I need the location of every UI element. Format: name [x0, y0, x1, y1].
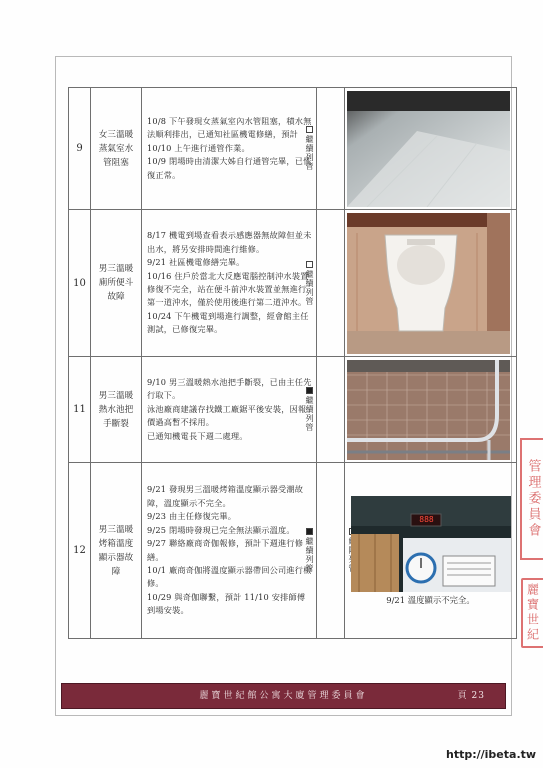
description-line: 已通知機電長下週二處理。: [147, 430, 248, 441]
footer-title: 麗寶世紀館公寓大廈管理委員會: [199, 691, 368, 701]
table-row: [69, 463, 517, 639]
sauna-temperature-display-photo: [351, 496, 511, 592]
continued-label: 繼續列管: [305, 396, 314, 432]
item-text: 男三溫暖廁所便斗故障: [98, 264, 134, 302]
footer-bar: [61, 683, 506, 709]
continued-label: 繼續列管: [305, 135, 314, 171]
item-text: 男三溫暖烤箱溫度顯示器故障: [98, 524, 134, 577]
table-row: [69, 357, 517, 463]
status-cell: [305, 88, 345, 210]
continued-label: 繼續列管: [305, 537, 314, 573]
description-line: 10/29 與奇伽聯繫，預計 11/10 安排師傅到場安裝。: [147, 591, 306, 616]
description-line: 10/24 下午機電到場進行調整，經會館主任測試，已修復完畢。: [147, 310, 309, 335]
description-line: 9/21 社區機電修繕完畢。: [147, 257, 245, 268]
steam-room-photo: [347, 91, 514, 207]
item-name: [91, 463, 142, 639]
continued-checkbox[interactable]: [306, 528, 313, 535]
description-line: 泳池廠商建議存找鐵工廠鋸平後安裝，因報價過高暫不採用。: [147, 403, 307, 428]
row-number: 10: [69, 210, 91, 357]
description-line: 9/25 閉場時發現已完全無法顯示溫度。: [147, 524, 295, 535]
description-line: 10/8 下午發現女蒸氣室內水管阻塞，積水無法順利排出，已通知社區機電修繕，預計 10/10 上午進行通管作業。: [147, 115, 312, 153]
photo-caption: 9/21 溫度顯示不完全。: [386, 594, 475, 605]
item-name: [91, 210, 142, 357]
row-number: 12: [69, 463, 91, 639]
status-cell: [305, 463, 345, 639]
description-line: 9/23 由主任修復完畢。: [147, 511, 237, 522]
item-name: [91, 88, 142, 210]
item-text: 男三溫暖熱水池把手斷裂: [98, 390, 134, 429]
urinal-photo: [347, 213, 514, 354]
seal-text: 管理委員會: [525, 459, 541, 539]
item-name: [91, 357, 142, 463]
continued-checkbox[interactable]: [306, 387, 313, 394]
small-seal-text: 麗寶世紀: [525, 583, 540, 643]
description-line: 10/9 閉場時由清潔大姊自行通管完畢，已恢復正常。: [147, 156, 312, 180]
committee-seal: [520, 438, 543, 560]
continued-label: 繼續列管: [305, 269, 314, 306]
description-line: 8/17 機電到場查看表示感應器無故障但並未出水，將另安排時間進行維修。: [147, 230, 312, 254]
row-number: 9: [69, 88, 91, 210]
description-line: 10/16 住戶於當北大反應電腦控制沖水裝置修復不完全，站在便斗前沖水裝置並無進行第一道沖水，僅於使用後進行第二道沖水。: [147, 270, 309, 308]
description-line: 9/21 發現男三溫暖烤箱溫度顯示器受潮故障，溫度顯示不完全。: [147, 484, 304, 508]
status-cell: [305, 357, 345, 463]
photo-cell: [345, 210, 517, 357]
table-row: [69, 88, 517, 210]
table-row: [69, 210, 517, 357]
small-seal: [521, 578, 543, 648]
row-number: 11: [69, 357, 91, 463]
description-line: 9/10 男三溫暖熱水池把手斷裂，已由主任先行取下。: [147, 376, 312, 401]
description-line: 10/1 廠商奇伽將溫度顯示器帶回公司進行檢修。: [147, 564, 312, 589]
item-text: 女三溫暖蒸氣室水管阻塞: [98, 129, 134, 168]
photo-cell: [345, 463, 517, 639]
status-cell: [305, 210, 345, 357]
continued-checkbox[interactable]: [306, 126, 313, 133]
hot-pool-handrail-photo: [347, 360, 514, 460]
maintenance-table: [68, 87, 517, 639]
page-number: 頁 23: [457, 691, 485, 701]
photo-cell: [345, 357, 517, 463]
continued-checkbox[interactable]: [306, 261, 313, 268]
watermark: http://ibeta.tw: [446, 748, 537, 761]
description-line: 9/27 聯絡廠商奇伽報修，預計下週進行修繕。: [147, 538, 304, 562]
display-readout: 888: [419, 514, 434, 524]
photo-cell: [345, 88, 517, 210]
